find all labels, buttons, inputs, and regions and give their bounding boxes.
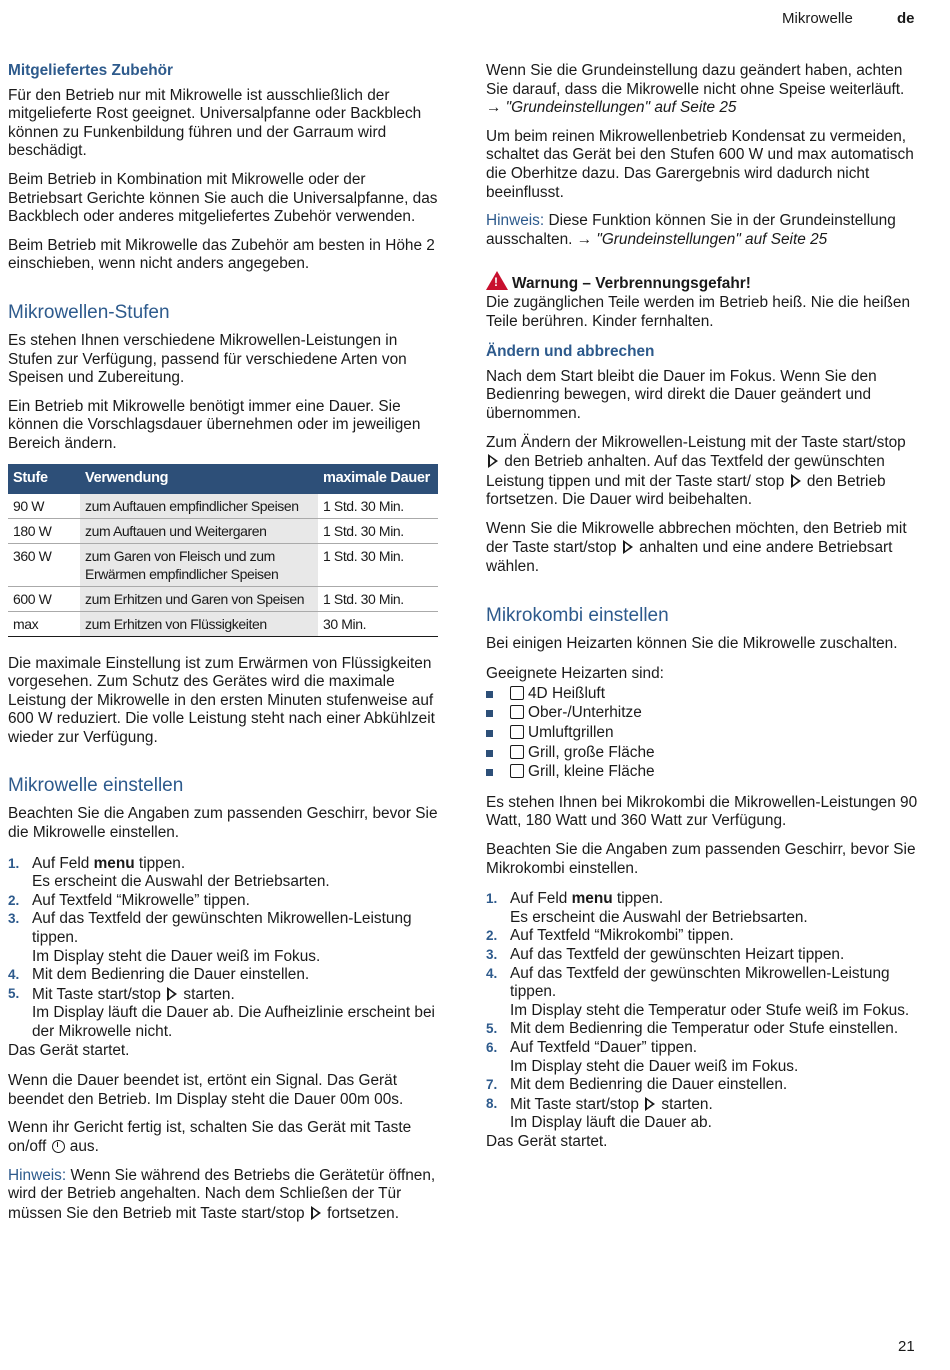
start-stop-icon — [167, 987, 177, 1001]
step-text: Auf Feld — [32, 854, 94, 872]
step-item — [486, 927, 922, 946]
table-row — [8, 586, 438, 611]
levels-paragraph-2: Ein Betrieb mit Mikrowelle benötigt immer eine Dauer. Sie können die Vorschlagsdauer übernehmen oder im jeweiligen Bereich ändern. — [8, 397, 421, 452]
step-item — [486, 1076, 922, 1095]
microcombi-heading: Mikrokombi einstellen — [486, 604, 669, 626]
step-number: 3. — [486, 946, 498, 962]
step-item — [486, 890, 922, 927]
set-microwave-steps — [8, 855, 440, 1042]
condensate-paragraph: Um beim reinen Mikrowellenbetrieb Kondensat zu vermeiden, schaltet das Gerät bei den Stufen 600 W und max automatisch die Oberhitze dazu. Das Garergebnis wird dadurch nicht beeinflusst. — [486, 127, 914, 201]
step-number: 4. — [486, 965, 498, 981]
cell-duration: 1 Std. 30 Min. — [318, 543, 438, 586]
microcombi-paragraph-2: Es stehen Ihnen bei Mikrokombi die Mikrowellen-Leistungen 90 Watt, 180 Watt und 360 Watt zur Verfügung. — [486, 793, 918, 830]
step-item — [486, 1039, 922, 1076]
step-text: Auf das Textfeld der gewünschten Mikrowellen-Leistung tippen. — [510, 964, 890, 1001]
heat-modes-intro: Geeignete Heizarten sind: — [486, 665, 664, 683]
device-starts-text: Das Gerät startet. — [8, 1041, 130, 1059]
setting-note-paragraph — [486, 62, 922, 118]
step-number: 6. — [486, 1039, 498, 1055]
cross-reference: "Grundeinstellungen" auf Seite 25 — [501, 99, 737, 117]
step-text: Auf das Textfeld der gewünschten Heizart tippen. — [510, 945, 845, 963]
step-item — [8, 855, 440, 892]
step-result: Im Display steht die Dauer weiß im Fokus. — [510, 1057, 799, 1075]
end-paragraph-1: Wenn die Dauer beendet ist, ertönt ein Signal. Das Gerät beendet den Betrieb. Im Display steht die Dauer 00m 00s. — [8, 1072, 404, 1108]
table-header-row — [8, 464, 438, 494]
microcombi-paragraph-3: Beachten Sie die Angaben zum passenden Geschirr, bevor Sie Mikrokombi einstellen. — [486, 841, 916, 877]
accessory-paragraph-1: Für den Betrieb nur mit Mikrowelle ist ausschließlich der mitgelieferte Rost geeignet. Universalpfanne oder Backblech können zu Funkenbildung führen und der Garraum wird beschädigt. — [8, 86, 422, 160]
menu-keyword: menu — [93, 854, 135, 872]
table-row — [8, 611, 438, 636]
step-number: 5. — [486, 1021, 498, 1037]
microwave-levels-table — [8, 464, 438, 637]
heat-mode-label: 4D Heißluft — [528, 684, 605, 702]
end-paragraph-2 — [8, 1119, 440, 1156]
step-item — [8, 985, 440, 1042]
change-paragraph-2 — [486, 434, 922, 510]
warning-triangle-icon — [486, 271, 508, 290]
text-run: aus. — [65, 1137, 99, 1155]
accessory-heading: Mitgeliefertes Zubehör — [8, 62, 174, 79]
top-bottom-heat-icon — [510, 705, 524, 719]
step-result: Es erscheint die Auswahl der Betriebsarten. — [32, 873, 330, 891]
on-off-icon — [52, 1140, 65, 1153]
text-run: Diese Funktion können Sie in der Grundeinstellung ausschalten. — [486, 212, 896, 248]
cross-reference-arrow: → — [486, 99, 502, 117]
microcombi-steps — [486, 890, 922, 1133]
step-number: 2. — [486, 928, 498, 944]
cell-level: max — [8, 611, 80, 636]
set-intro-paragraph: Beachten Sie die Angaben zum passenden Geschirr, bevor Sie die Mikrowelle einstellen. — [8, 805, 438, 842]
grill-small-icon — [510, 764, 524, 778]
levels-paragraph-1: Es stehen Ihnen verschiedene Mikrowellen-Leistungen in Stufen zur Verfügung, passend für verschiedene Arten von Speisen und Zubereitung. — [8, 331, 407, 387]
set-microwave-heading: Mikrowelle einstellen — [8, 775, 184, 797]
step-number: 5. — [8, 985, 20, 1001]
step-item — [486, 946, 922, 965]
step-text: starten. — [657, 1095, 713, 1113]
cell-duration: 30 Min. — [318, 611, 438, 636]
header-maximale-dauer: maximale Dauer — [318, 464, 438, 494]
table-row — [8, 518, 438, 543]
step-result: Im Display läuft die Dauer ab. Die Aufheizlinie erscheint bei der Mikrowelle nicht. — [32, 1004, 435, 1040]
table-row — [8, 494, 438, 519]
step-text: Auf Textfeld “Mikrokombi” tippen. — [510, 927, 734, 945]
device-starts-text: Das Gerät startet. — [486, 1132, 608, 1150]
warning-block — [486, 269, 922, 331]
step-result: Es erscheint die Auswahl der Betriebsarten. — [510, 908, 808, 926]
step-text: Auf Feld — [510, 890, 572, 908]
start-stop-icon — [311, 1206, 321, 1220]
cell-level: 360 W — [8, 543, 80, 586]
text-run: Wenn Sie die Mikrowelle abbrechen möchten, den Betrieb mit der Taste start/stop — [486, 519, 907, 557]
step-result: Im Display steht die Dauer weiß im Fokus. — [32, 947, 321, 965]
cell-level: 90 W — [8, 494, 80, 519]
heat-mode-label: Ober-/Unterhitze — [528, 704, 642, 722]
step-text: Mit dem Bedienring die Dauer einstellen. — [32, 966, 310, 984]
cell-level: 180 W — [8, 518, 80, 543]
text-run: den Betrieb anhalten. Auf das Textfeld der gewünschten Leistung tippen und mit der Taste start/ stop — [486, 453, 885, 490]
heat-modes-list — [486, 684, 922, 782]
fan-icon — [510, 686, 524, 700]
step-text: Auf Textfeld “Mikrowelle” tippen. — [32, 891, 250, 909]
step-number: 3. — [8, 911, 20, 927]
text-run: Wenn Sie während des Betriebs die Gerätetür öffnen, wird der Betrieb angehalten. Nach dem Schließen der Tür müssen Sie den Betrieb mit Taste start/stop — [8, 1166, 436, 1222]
heat-mode-label: Grill, kleine Fläche — [528, 763, 655, 781]
step-number: 7. — [486, 1077, 498, 1093]
step-item — [8, 966, 440, 985]
step-number: 8. — [486, 1095, 498, 1111]
header-verwendung: Verwendung — [80, 464, 318, 494]
levels-heading: Mikrowellen-Stufen — [8, 301, 170, 323]
heat-mode-label: Grill, große Fläche — [528, 743, 655, 761]
heat-mode-item — [486, 743, 922, 763]
hint-label: Hinweis: — [8, 1166, 67, 1184]
cell-use: zum Garen von Fleisch und zum Erwärmen empfindlicher Speisen — [80, 543, 318, 586]
text-run: anhalten und eine andere Betriebsart wählen. — [486, 539, 893, 576]
start-stop-icon — [645, 1097, 655, 1111]
text-run: fortsetzen. — [322, 1204, 399, 1222]
heat-mode-item — [486, 684, 922, 704]
header-stufe: Stufe — [8, 464, 80, 494]
step-text: Auf Textfeld “Dauer” tippen. — [510, 1038, 698, 1056]
step-text: Mit Taste start/stop — [32, 985, 166, 1003]
max-setting-paragraph: Die maximale Einstellung ist zum Erwärmen von Flüssigkeiten vorgesehen. Zum Schutz des Gerätes wird die maximale Leistung der Mikrowelle in den ersten Minuten stufenweise auf 600 W reduziert. Die volle Leistung steht nach einer Abkühlzeit wieder zur Verfügung. — [8, 654, 435, 746]
section-title: Mikrowelle — [782, 10, 853, 27]
text-run: den Betrieb fortsetzen. Die Dauer wird beibehalten. — [486, 472, 886, 509]
step-text: tippen. — [134, 854, 186, 872]
page-header — [0, 10, 950, 30]
change-paragraph-3 — [486, 520, 922, 577]
cell-use: zum Erhitzen und Garen von Speisen — [80, 586, 318, 611]
warning-text: Die zugänglichen Teile werden im Betrieb heiß. Nie die heißen Teile berühren. Kinder fernhalten. — [486, 293, 911, 330]
heat-mode-label: Umluftgrillen — [528, 724, 614, 742]
step-text: Auf das Textfeld der gewünschten Mikrowellen-Leistung tippen. — [32, 910, 412, 947]
step-item — [8, 910, 440, 966]
heat-mode-item — [486, 723, 922, 743]
table-row — [8, 543, 438, 586]
step-item — [486, 965, 922, 1021]
left-column — [8, 62, 440, 1233]
step-item — [486, 1020, 922, 1039]
cell-use: zum Erhitzen von Flüssigkeiten — [80, 611, 318, 636]
step-number: 1. — [8, 855, 20, 871]
page-number: 21 — [898, 1338, 915, 1355]
text-run: Wenn Sie die Grundeinstellung dazu geändert haben, achten Sie darauf, dass die Mikrowelle nicht ohne Speise weiterläuft. — [486, 62, 905, 98]
warning-title: Warnung – Verbrennungsgefahr! — [512, 275, 751, 293]
accessory-paragraph-3: Beim Betrieb mit Mikrowelle das Zubehör am besten in Höhe 2 einschieben, wenn nicht anders angegeben. — [8, 236, 435, 273]
cell-duration: 1 Std. 30 Min. — [318, 586, 438, 611]
right-column — [486, 62, 922, 1162]
cell-use: zum Auftauen und Weitergaren — [80, 518, 318, 543]
step-text: Mit dem Bedienring die Temperatur oder Stufe einstellen. — [510, 1020, 899, 1038]
hint-label: Hinweis: — [486, 212, 545, 230]
grill-large-icon — [510, 745, 524, 759]
change-paragraph-1: Nach dem Start bleibt die Dauer im Fokus. Wenn Sie den Bedienring bewegen, wird direkt die Dauer geändert und übernommen. — [486, 367, 877, 422]
cell-duration: 1 Std. 30 Min. — [318, 494, 438, 519]
text-run: Wenn ihr Gericht fertig ist, schalten Sie das Gerät mit Taste on/off — [8, 1119, 412, 1155]
step-result: Im Display steht die Temperatur oder Stufe weiß im Fokus. — [510, 1001, 910, 1019]
cell-level: 600 W — [8, 586, 80, 611]
step-text: Mit Taste start/stop — [510, 1095, 644, 1113]
step-result: Im Display läuft die Dauer ab. — [510, 1114, 712, 1132]
start-stop-icon — [488, 454, 498, 468]
step-text: starten. — [179, 985, 235, 1003]
heat-mode-item — [486, 762, 922, 782]
cell-duration: 1 Std. 30 Min. — [318, 518, 438, 543]
cross-reference-arrow: → — [576, 230, 593, 248]
fan-grill-icon — [510, 725, 524, 739]
step-text: Mit dem Bedienring die Dauer einstellen. — [510, 1076, 788, 1094]
change-cancel-heading: Ändern und abbrechen — [486, 343, 655, 361]
step-item — [486, 1095, 922, 1133]
accessory-paragraph-2: Beim Betrieb in Kombination mit Mikrowelle oder der Betriebsart Gerichte können Sie auch die Universalpfanne, das Backblech oder anderes mitgeliefertes Zubehör verwenden. — [8, 170, 438, 226]
menu-keyword: menu — [571, 890, 613, 908]
text-run: Zum Ändern der Mikrowellen-Leistung mit der Taste start/stop — [486, 433, 906, 451]
step-number: 2. — [8, 892, 20, 908]
warning-header — [486, 269, 922, 294]
step-text: tippen. — [612, 890, 664, 908]
microcombi-paragraph-1: Bei einigen Heizarten können Sie die Mikrowelle zuschalten. — [486, 634, 898, 652]
step-number: 4. — [8, 967, 20, 983]
language-code: de — [897, 10, 915, 27]
hint-paragraph — [486, 212, 922, 249]
cell-use: zum Auftauen empfindlicher Speisen — [80, 494, 318, 519]
step-number: 1. — [486, 891, 498, 907]
cross-reference: "Grundeinstellungen" auf Seite 25 — [592, 230, 828, 248]
hint-paragraph — [8, 1167, 440, 1224]
heat-mode-item — [486, 703, 922, 723]
start-stop-icon — [791, 474, 801, 488]
start-stop-icon — [623, 540, 633, 554]
step-item — [8, 892, 440, 911]
